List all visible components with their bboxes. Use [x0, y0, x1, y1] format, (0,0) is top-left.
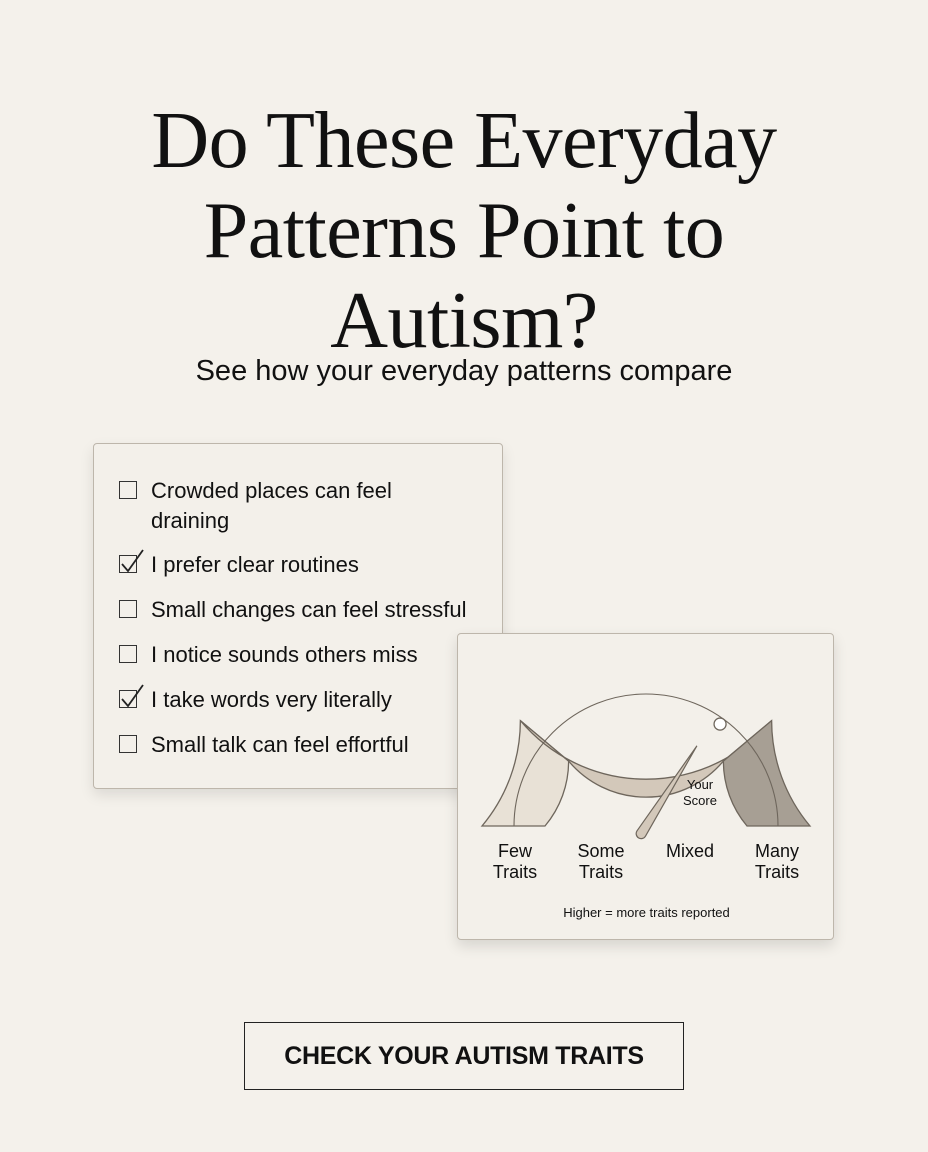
checkbox-unchecked[interactable]	[119, 600, 137, 618]
checklist-item-label: I notice sounds others miss	[151, 642, 418, 667]
gauge-label-some-traits: Some Traits	[577, 841, 625, 882]
checklist-item-label: Crowded places can feel draining	[151, 478, 392, 533]
checkbox-unchecked[interactable]	[119, 645, 137, 663]
headline-line-3: Autism?	[330, 277, 598, 365]
checklist-item-label: Small talk can feel effortful	[151, 732, 409, 757]
checkbox-unchecked[interactable]	[119, 481, 137, 499]
checkmark-icon	[119, 547, 149, 577]
headline-line-2: Patterns Point to	[203, 187, 725, 275]
checklist-item[interactable]	[119, 730, 479, 760]
check-autism-traits-button[interactable]: CHECK YOUR AUTISM TRAITS	[244, 1022, 684, 1090]
subtitle: See how your everyday patterns compare	[195, 355, 733, 387]
headline-line-1: Do These Everyday	[151, 97, 777, 185]
checklist-item-label: Small changes can feel stressful	[151, 597, 467, 622]
gauge-label-few-traits: Few Traits	[492, 841, 538, 882]
your-score-label: Your Score	[683, 777, 717, 808]
checklist-item[interactable]	[119, 550, 479, 580]
checklist-item-label: I prefer clear routines	[151, 552, 359, 577]
score-marker-dot	[714, 718, 726, 730]
checklist-item-label: I take words very literally	[151, 687, 392, 712]
score-gauge-card	[457, 633, 834, 940]
checkbox-unchecked[interactable]	[119, 735, 137, 753]
checkmark-icon	[119, 682, 149, 712]
gauge-label-many-traits: Many Traits	[754, 841, 800, 882]
checklist-item[interactable]	[119, 595, 479, 625]
gauge-label-mixed: Mixed	[665, 841, 714, 861]
gauge-caption: Higher = more traits reported	[563, 905, 730, 920]
checkbox-checked[interactable]	[119, 555, 137, 573]
trait-checklist-card	[93, 443, 503, 789]
checkbox-checked[interactable]	[119, 690, 137, 708]
checklist-item[interactable]	[119, 685, 479, 715]
checklist-item[interactable]	[119, 476, 479, 536]
checklist-item[interactable]	[119, 640, 479, 670]
headline	[0, 96, 928, 366]
